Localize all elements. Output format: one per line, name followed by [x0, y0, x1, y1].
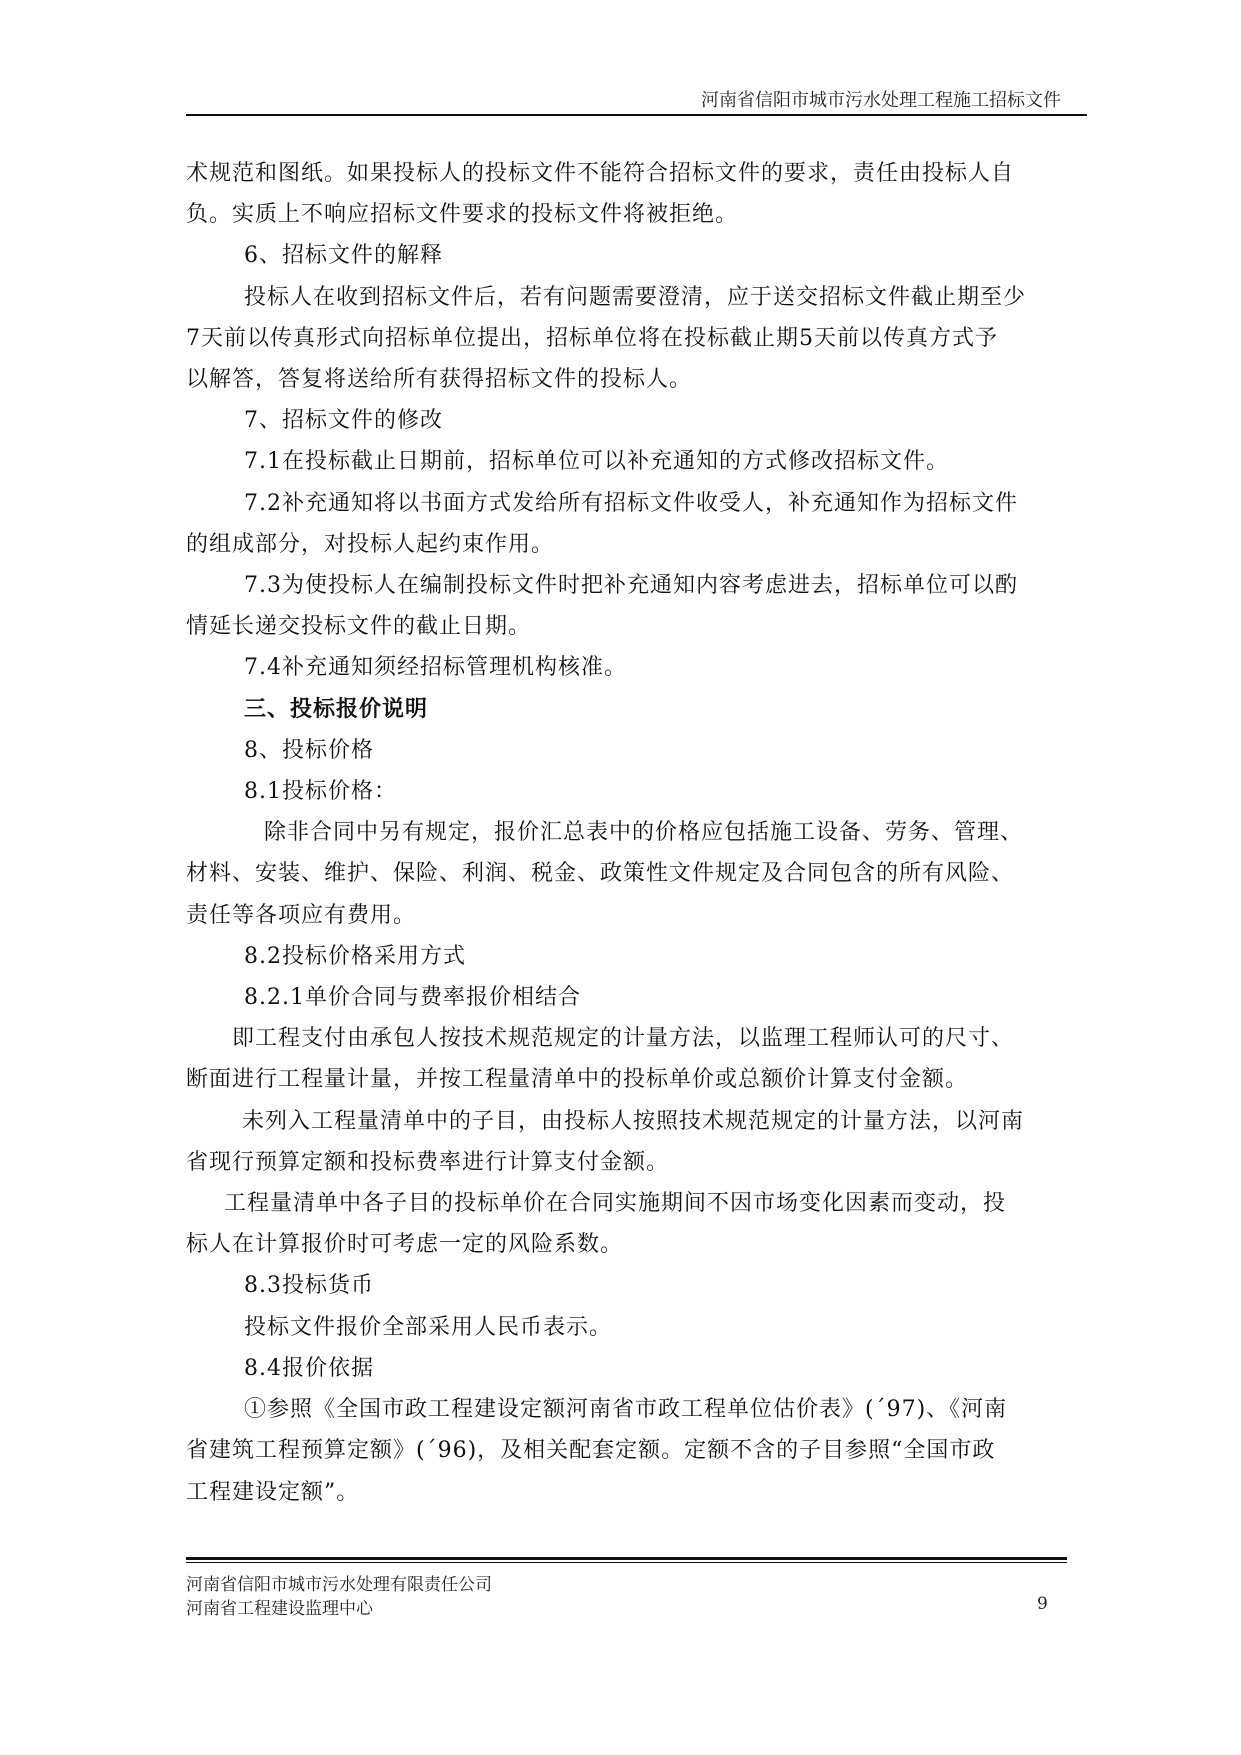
- document-body: [186, 153, 1091, 1513]
- body-line: 材料、安装、维护、保险、利润、税金、政策性文件规定及合同包含的所有风险、: [186, 861, 1015, 887]
- body-line: 的组成部分，对投标人起约束作用。: [186, 531, 555, 557]
- body-line: 情延长递交投标文件的截止日期。: [186, 614, 532, 640]
- body-line: 工程量清单中各子目的投标单价在合同实施期间不因市场变化因素而变动，投: [224, 1191, 1007, 1217]
- chapter-heading-3: 三、投标报价说明: [244, 696, 429, 722]
- section-heading-7: 7、招标文件的修改: [244, 408, 443, 434]
- body-line: 投标文件报价全部采用人民币表示。: [244, 1314, 613, 1340]
- clause-7-4: 7.4补充通知须经招标管理机构核准。: [244, 655, 627, 681]
- body-line: 标人在计算报价时可考虑一定的风险系数。: [186, 1232, 624, 1258]
- page-number: 9: [1037, 1594, 1048, 1614]
- footer-company-1: 河南省信阳市城市污水处理有限责任公司: [186, 1575, 492, 1595]
- body-line: 7天前以传真形式向招标单位提出，招标单位将在投标截止期5天前以传真方式予: [186, 325, 998, 351]
- body-line: 术规范和图纸。如果投标人的投标文件不能符合招标文件的要求，责任由投标人自: [186, 161, 1015, 186]
- body-line: 负。实质上不响应招标文件要求的投标文件将被拒绝。: [186, 202, 739, 228]
- body-line: 断面进行工程量计量，并按工程量清单中的投标单价或总额价计算支付金额。: [186, 1067, 969, 1093]
- body-line: 省现行预算定额和投标费率进行计算支付金额。: [186, 1149, 670, 1175]
- body-line: 以解答，答复将送给所有获得招标文件的投标人。: [186, 367, 693, 393]
- body-line: 责任等各项应有费用。: [186, 902, 417, 928]
- clause-8-2: 8.2投标价格采用方式: [244, 943, 466, 969]
- clause-8-2-1: 8.2.1单价合同与费率报价相结合: [244, 985, 581, 1011]
- clause-8-3: 8.3投标货币: [244, 1273, 374, 1299]
- footer-company-2: 河南省工程建设监理中心: [186, 1599, 373, 1619]
- clause-8-4: 8.4报价依据: [244, 1355, 374, 1381]
- body-line: 未列入工程量清单中的子目，由投标人按照技术规范规定的计量方法，以河南: [242, 1108, 1025, 1134]
- section-heading-6: 6、招标文件的解释: [244, 243, 443, 269]
- body-line: 投标人在收到招标文件后，若有问题需要澄清，应于送交招标文件截止期至少: [244, 284, 1027, 310]
- header-title: 河南省信阳市城市污水处理工程施工招标文件: [701, 90, 1061, 111]
- body-line: 工程建设定额”。: [186, 1479, 360, 1505]
- clause-8-1: 8.1投标价格：: [244, 779, 397, 805]
- footer-divider: [186, 1557, 1067, 1563]
- clause-7-3: 7.3为使投标人在编制投标文件时把补充通知内容考虑进去，招标单位可以酌: [244, 573, 1018, 599]
- body-line: ①参照《全国市政工程建设定额河南省市政工程单位估价表》(´97)、《河南: [244, 1397, 1008, 1423]
- clause-7-2: 7.2补充通知将以书面方式发给所有招标文件收受人，补充通知作为招标文件: [244, 490, 1018, 516]
- clause-7-1: 7.1在投标截止日期前，招标单位可以补充通知的方式修改招标文件。: [244, 449, 949, 475]
- body-line: 省建筑工程预算定额》(´96)，及相关配套定额。定额不含的子目参照“全国市政: [186, 1438, 996, 1464]
- header-divider: [186, 114, 1087, 116]
- body-line: 即工程支付由承包人按技术规范规定的计量方法，以监理工程师认可的尺寸、: [232, 1026, 1015, 1052]
- section-heading-8: 8、投标价格: [244, 737, 374, 763]
- body-line: 除非合同中另有规定，报价汇总表中的价格应包括施工设备、劳务、管理、: [264, 820, 1024, 846]
